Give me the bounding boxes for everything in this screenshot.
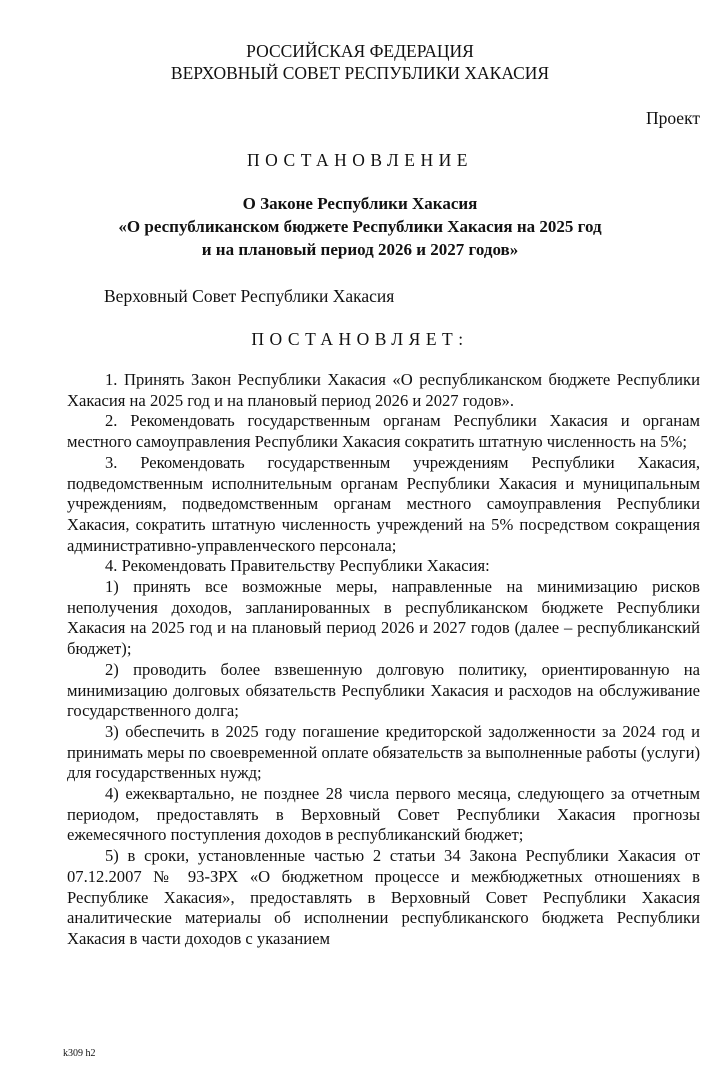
subparagraph-5: 5) в сроки, установленные частью 2 статьи 34 Закона Республики Хакасия от 07.12.2007 № 93-ЗРХ «О бюджетном процессе и межбюджетных отношениях в Республике Хакасия», предоставлять в Верховный Совет Республики Хакасия аналитические материалы об исполнении республиканского бюджета Республики Хакасия в части доходов с указанием xyxy=(67,846,700,948)
paragraph-2: 2. Рекомендовать государственным органам Республики Хакасия и органам местного самоуправления Республики Хакасия сократить штатную численность на 5%; xyxy=(67,411,700,452)
document-type-title: ПОСТАНОВЛЕНИЕ xyxy=(247,150,473,170)
header-country: РОССИЙСКАЯ ФЕДЕРАЦИЯ xyxy=(246,41,474,61)
subject-line-3: и на плановый период 2026 и 2027 годов» xyxy=(201,240,519,259)
draft-status-label: Проект xyxy=(645,108,700,128)
paragraph-4: 4. Рекомендовать Правительству Республики Хакасия: xyxy=(105,556,490,576)
subparagraph-1: 1) принять все возможные меры, направленные на минимизацию рисков неполучения доходов, запланированных в республиканском бюджете Республики Хакасия на 2025 год и на плановый период 2026 и 2027 годов (далее – республиканский бюджет); xyxy=(67,577,700,659)
footer-document-code: k309 h2 xyxy=(63,1048,96,1059)
resolves-heading: ПОСТАНОВЛЯЕТ: xyxy=(251,329,469,349)
issuer-text: Верховный Совет Республики Хакасия xyxy=(104,286,395,306)
paragraph-1: 1. Принять Закон Республики Хакасия «О республиканском бюджете Республики Хакасия на 2025 год и на плановый период 2026 и 2027 годов». xyxy=(67,370,700,410)
subparagraph-3: 3) обеспечить в 2025 году погашение кредиторской задолженности за 2024 год и принимать меры по своевременной оплате обязательств за выполненные работы (услуги) для государственных нужд; xyxy=(67,721,700,783)
subject-line-2: «О республиканском бюджете Республики Хакасия на 2025 год xyxy=(118,217,602,236)
subparagraph-2: 2) проводить более взвешенную долговую политику, ориентированную на минимизацию долговых обязательств Республики Хакасия и расходов на обслуживание государственного долга; xyxy=(67,659,700,721)
paragraph-3: 3. Рекомендовать государственным учреждениям Республики Хакасия, подведомственным исполнительным органам Республики Хакасия и муниципальным учреждениям, подведомственным органам местного самоуправления Республики Хакасия, сократить штатную численность учреждений на 5% посредством сокращения административно-управленческого персонала; xyxy=(67,452,700,555)
header-authority: ВЕРХОВНЫЙ СОВЕТ РЕСПУБЛИКИ ХАКАСИЯ xyxy=(170,63,550,83)
subject-line-1: О Законе Республики Хакасия xyxy=(242,194,478,213)
subparagraph-4: 4) ежеквартально, не позднее 28 числа первого месяца, следующего за отчетным периодом, предоставлять в Верховный Совет Республики Хакасия прогнозы ежемесячного поступления доходов в республиканский бюджет; xyxy=(67,784,700,845)
resolution-body xyxy=(67,370,700,950)
